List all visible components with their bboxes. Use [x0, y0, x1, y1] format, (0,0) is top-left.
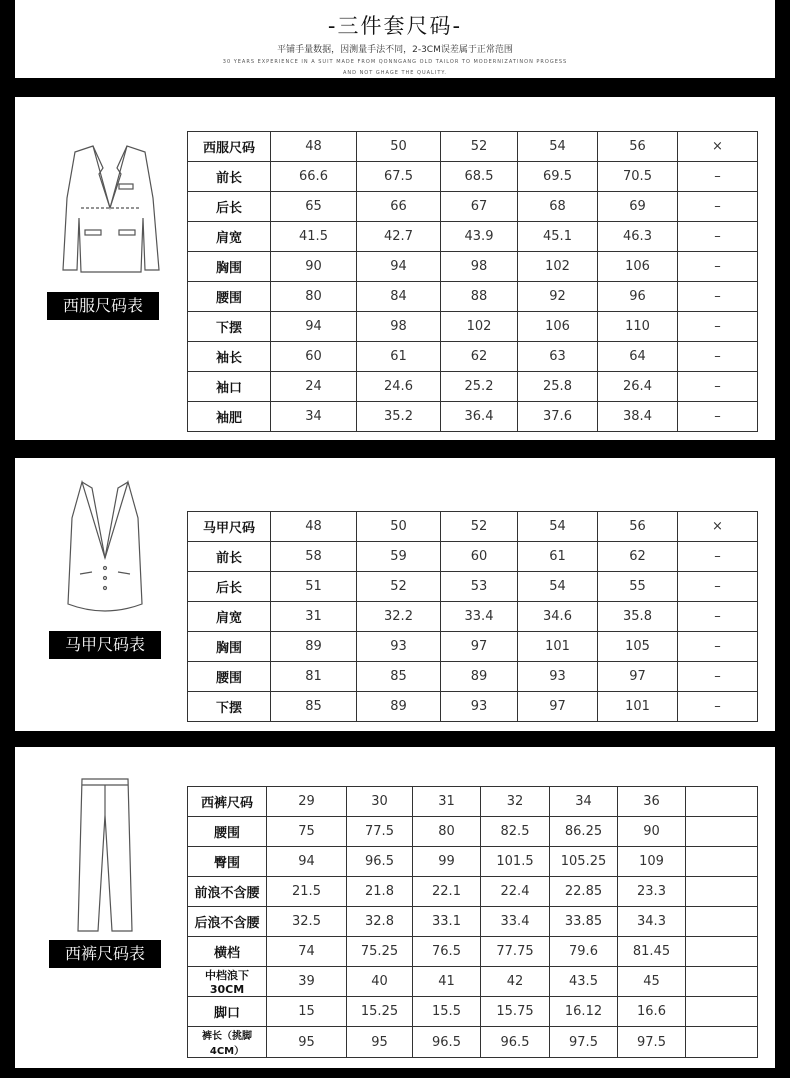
row-label: 腰围: [188, 662, 271, 692]
header-panel: [15, 0, 775, 78]
table-header-row: [188, 132, 758, 162]
table-cell: 75.25: [347, 937, 413, 967]
row-label: 胸围: [188, 632, 271, 662]
table-row: [188, 937, 758, 967]
table-cell: 38.4: [598, 402, 678, 432]
table-cell: 34: [271, 402, 357, 432]
column-header: 30: [347, 787, 413, 817]
table-cell: 80: [413, 817, 481, 847]
table-row: [188, 312, 758, 342]
table-row: [188, 192, 758, 222]
row-label: 前浪不含腰: [188, 877, 267, 907]
table-cell: 96: [598, 282, 678, 312]
vest-icon: [62, 478, 148, 618]
row-label: 后长: [188, 572, 271, 602]
table-cell: –: [678, 572, 758, 602]
table-cell: 22.1: [413, 877, 481, 907]
vest-size-label: 马甲尺码表: [49, 631, 161, 659]
table-cell: 46.3: [598, 222, 678, 252]
table-cell: [686, 847, 758, 877]
column-header: 31: [413, 787, 481, 817]
row-label: 脚口: [188, 997, 267, 1027]
table-cell: –: [678, 692, 758, 722]
row-label: 下摆: [188, 692, 271, 722]
table-cell: 15.25: [347, 997, 413, 1027]
table-cell: 45: [618, 967, 686, 997]
table-cell: 34.6: [518, 602, 598, 632]
table-cell: 21.5: [267, 877, 347, 907]
table-cell: [686, 877, 758, 907]
pants-size-label: 西裤尺码表: [49, 940, 161, 968]
row-label: 袖长: [188, 342, 271, 372]
table-row: [188, 662, 758, 692]
table-cell: 32.8: [347, 907, 413, 937]
table-cell: 16.12: [550, 997, 618, 1027]
column-header: 32: [481, 787, 550, 817]
table-cell: 99: [413, 847, 481, 877]
table-cell: –: [678, 222, 758, 252]
table-cell: 25.2: [441, 372, 518, 402]
suit-jacket-icon: [55, 138, 165, 278]
table-cell: 40: [347, 967, 413, 997]
table-cell: 43.9: [441, 222, 518, 252]
table-row: [188, 372, 758, 402]
row-label: 胸围: [188, 252, 271, 282]
table-row: [188, 252, 758, 282]
table-cell: [686, 1027, 758, 1058]
table-cell: 55: [598, 572, 678, 602]
table-cell: 95: [267, 1027, 347, 1058]
table-cell: 93: [357, 632, 441, 662]
table-cell: 74: [267, 937, 347, 967]
table-cell: 82.5: [481, 817, 550, 847]
table-cell: 35.8: [598, 602, 678, 632]
table-cell: 32.5: [267, 907, 347, 937]
table-cell: 33.1: [413, 907, 481, 937]
table-row: [188, 817, 758, 847]
table-cell: 41: [413, 967, 481, 997]
table-cell: 106: [598, 252, 678, 282]
table-row: [188, 632, 758, 662]
table-cell: 66: [357, 192, 441, 222]
row-label: 前长: [188, 542, 271, 572]
table-cell: 23.3: [618, 877, 686, 907]
table-row: [188, 907, 758, 937]
table-cell: –: [678, 632, 758, 662]
table-cell: 95: [347, 1027, 413, 1058]
table-cell: 51: [271, 572, 357, 602]
table-row: [188, 847, 758, 877]
table-cell: 62: [441, 342, 518, 372]
table-cell: 67: [441, 192, 518, 222]
table-row: [188, 222, 758, 252]
table-cell: 65: [271, 192, 357, 222]
table-cell: 98: [441, 252, 518, 282]
table-cell: 39: [267, 967, 347, 997]
table-cell: 36.4: [441, 402, 518, 432]
table-cell: 37.6: [518, 402, 598, 432]
table-cell: 94: [271, 312, 357, 342]
table-row: [188, 967, 758, 997]
table-cell: –: [678, 312, 758, 342]
table-cell: 85: [357, 662, 441, 692]
table-cell: 77.75: [481, 937, 550, 967]
table-cell: –: [678, 372, 758, 402]
column-header: 马甲尺码: [188, 512, 271, 542]
table-row: [188, 572, 758, 602]
table-cell: 97: [518, 692, 598, 722]
table-cell: 97: [441, 632, 518, 662]
table-row: [188, 282, 758, 312]
table-header-row: [188, 512, 758, 542]
table-cell: 98: [357, 312, 441, 342]
table-cell: 43.5: [550, 967, 618, 997]
table-cell: 106: [518, 312, 598, 342]
table-cell: 79.6: [550, 937, 618, 967]
table-cell: 97.5: [618, 1027, 686, 1058]
table-cell: 60: [271, 342, 357, 372]
table-cell: 69: [598, 192, 678, 222]
row-label: 前长: [188, 162, 271, 192]
english-line-1: 30 YEARS EXPERIENCE IN A SUIT MADE FROM QONNGANG OLD TAILOR TO MODERNIZATINON PROGESS: [222, 59, 568, 65]
table-cell: [686, 997, 758, 1027]
table-cell: –: [678, 602, 758, 632]
table-cell: 21.8: [347, 877, 413, 907]
table-cell: 15.5: [413, 997, 481, 1027]
table-cell: 80: [271, 282, 357, 312]
table-cell: 105.25: [550, 847, 618, 877]
table-cell: 22.85: [550, 877, 618, 907]
table-cell: 58: [271, 542, 357, 572]
table-cell: 101: [518, 632, 598, 662]
table-cell: 92: [518, 282, 598, 312]
column-header: [686, 787, 758, 817]
table-row: [188, 692, 758, 722]
table-cell: 67.5: [357, 162, 441, 192]
row-label: 腰围: [188, 282, 271, 312]
column-header: 56: [598, 132, 678, 162]
table-row: [188, 997, 758, 1027]
table-cell: 68: [518, 192, 598, 222]
table-cell: 76.5: [413, 937, 481, 967]
table-cell: 62: [598, 542, 678, 572]
subtitle: 平铺手量数据，因测量手法不同，2-3CM误差属于正常范围: [277, 45, 513, 55]
table-cell: 90: [271, 252, 357, 282]
column-header: ×: [678, 132, 758, 162]
column-header: 西裤尺码: [188, 787, 267, 817]
row-label: 横档: [188, 937, 267, 967]
table-cell: –: [678, 282, 758, 312]
table-cell: 102: [518, 252, 598, 282]
table-row: [188, 1027, 758, 1058]
column-header: 48: [271, 512, 357, 542]
table-cell: 75: [267, 817, 347, 847]
table-cell: 15: [267, 997, 347, 1027]
table-cell: 84: [357, 282, 441, 312]
table-cell: 96.5: [413, 1027, 481, 1058]
table-cell: 81.45: [618, 937, 686, 967]
row-label: 后浪不含腰: [188, 907, 267, 937]
table-cell: 61: [518, 542, 598, 572]
table-cell: 81: [271, 662, 357, 692]
english-line-2: AND NOT GHAGE THE QUALITY.: [342, 70, 448, 76]
table-cell: 89: [271, 632, 357, 662]
table-cell: –: [678, 402, 758, 432]
column-header: 36: [618, 787, 686, 817]
table-cell: –: [678, 662, 758, 692]
row-label: 下摆: [188, 312, 271, 342]
table-cell: 105: [598, 632, 678, 662]
table-cell: 33.4: [481, 907, 550, 937]
row-label: 肩宽: [188, 222, 271, 252]
table-cell: 96.5: [481, 1027, 550, 1058]
table-row: [188, 162, 758, 192]
table-cell: 102: [441, 312, 518, 342]
table-row: [188, 402, 758, 432]
table-cell: 24.6: [357, 372, 441, 402]
table-cell: 69.5: [518, 162, 598, 192]
table-cell: 90: [618, 817, 686, 847]
table-cell: 15.75: [481, 997, 550, 1027]
table-cell: 66.6: [271, 162, 357, 192]
table-cell: 42.7: [357, 222, 441, 252]
table-cell: 31: [271, 602, 357, 632]
table-cell: 60: [441, 542, 518, 572]
table-cell: –: [678, 252, 758, 282]
table-cell: 34.3: [618, 907, 686, 937]
table-cell: 32.2: [357, 602, 441, 632]
column-header: 50: [357, 132, 441, 162]
table-cell: 89: [441, 662, 518, 692]
table-cell: 54: [518, 572, 598, 602]
table-cell: 97.5: [550, 1027, 618, 1058]
row-label: 袖口: [188, 372, 271, 402]
table-cell: 77.5: [347, 817, 413, 847]
table-cell: 85: [271, 692, 357, 722]
column-header: 52: [441, 132, 518, 162]
table-row: [188, 542, 758, 572]
row-label: 肩宽: [188, 602, 271, 632]
trousers-icon: [70, 775, 140, 935]
table-cell: 88: [441, 282, 518, 312]
column-header: 50: [357, 512, 441, 542]
table-cell: 93: [518, 662, 598, 692]
table-cell: –: [678, 542, 758, 572]
suit-size-table: [187, 131, 758, 432]
vest-size-table: [187, 511, 758, 722]
table-cell: 26.4: [598, 372, 678, 402]
table-cell: 64: [598, 342, 678, 372]
column-header: 29: [267, 787, 347, 817]
row-label: 后长: [188, 192, 271, 222]
column-header: 52: [441, 512, 518, 542]
column-header: 54: [518, 512, 598, 542]
table-cell: 59: [357, 542, 441, 572]
table-cell: 96.5: [347, 847, 413, 877]
column-header: 54: [518, 132, 598, 162]
table-cell: [686, 817, 758, 847]
table-cell: 25.8: [518, 372, 598, 402]
row-label: 裤长（挑脚4CM）: [188, 1027, 267, 1058]
table-cell: –: [678, 342, 758, 372]
table-row: [188, 877, 758, 907]
row-label: 臀围: [188, 847, 267, 877]
table-cell: –: [678, 162, 758, 192]
row-label: 中档浪下30CM: [188, 967, 267, 997]
table-cell: 33.85: [550, 907, 618, 937]
table-cell: 53: [441, 572, 518, 602]
table-row: [188, 342, 758, 372]
row-label: 腰围: [188, 817, 267, 847]
table-cell: [686, 967, 758, 997]
table-cell: 63: [518, 342, 598, 372]
table-header-row: [188, 787, 758, 817]
table-cell: 16.6: [618, 997, 686, 1027]
table-cell: 110: [598, 312, 678, 342]
page-title: -三件套尺码-: [327, 14, 463, 38]
table-cell: 45.1: [518, 222, 598, 252]
column-header: ×: [678, 512, 758, 542]
suit-size-label: 西服尺码表: [47, 292, 159, 320]
table-cell: 70.5: [598, 162, 678, 192]
table-cell: 94: [267, 847, 347, 877]
table-cell: 24: [271, 372, 357, 402]
table-cell: 86.25: [550, 817, 618, 847]
pants-size-table: [187, 786, 758, 1058]
table-cell: 94: [357, 252, 441, 282]
table-cell: [686, 907, 758, 937]
table-cell: 101: [598, 692, 678, 722]
table-cell: 101.5: [481, 847, 550, 877]
table-cell: 93: [441, 692, 518, 722]
table-cell: 68.5: [441, 162, 518, 192]
table-cell: 42: [481, 967, 550, 997]
table-cell: 61: [357, 342, 441, 372]
table-cell: 35.2: [357, 402, 441, 432]
column-header: 48: [271, 132, 357, 162]
column-header: 56: [598, 512, 678, 542]
row-label: 袖肥: [188, 402, 271, 432]
table-cell: 97: [598, 662, 678, 692]
table-cell: 22.4: [481, 877, 550, 907]
table-cell: 109: [618, 847, 686, 877]
table-cell: 41.5: [271, 222, 357, 252]
column-header: 34: [550, 787, 618, 817]
table-cell: 52: [357, 572, 441, 602]
table-cell: 89: [357, 692, 441, 722]
column-header: 西服尺码: [188, 132, 271, 162]
table-cell: 33.4: [441, 602, 518, 632]
table-row: [188, 602, 758, 632]
table-cell: [686, 937, 758, 967]
table-cell: –: [678, 192, 758, 222]
